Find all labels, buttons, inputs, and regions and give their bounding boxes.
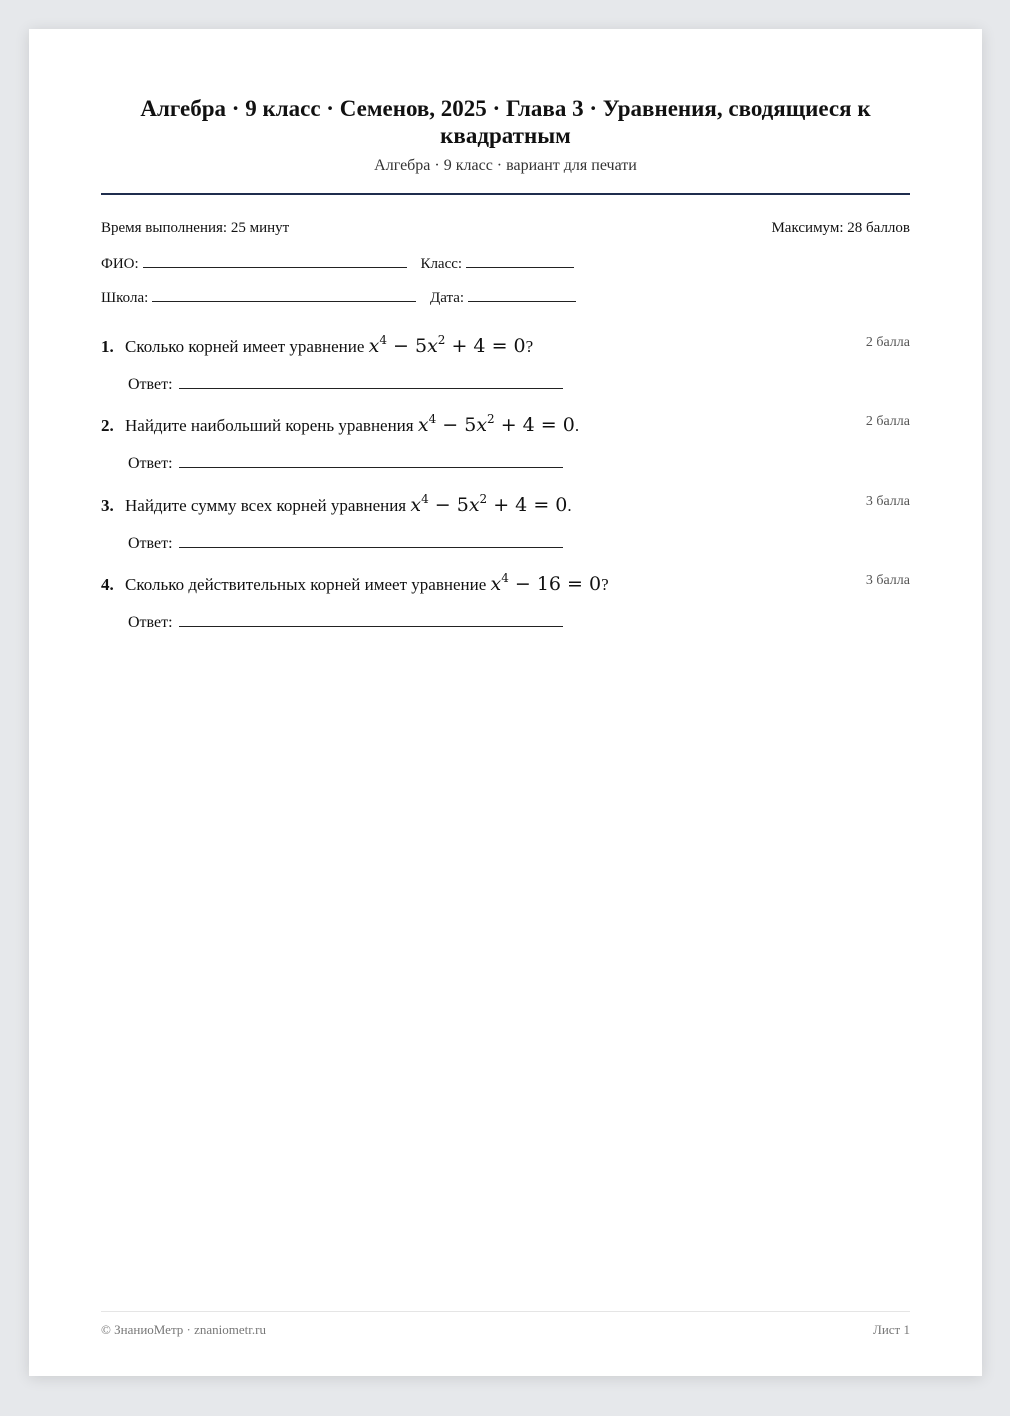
page-subtitle: Алгебра · 9 класс · вариант для печати — [374, 157, 637, 174]
question-number: 4. — [101, 575, 114, 594]
time-limit: Время выполнения: 25 минут — [101, 220, 290, 236]
answer-field[interactable] — [179, 612, 563, 627]
school-field[interactable] — [152, 287, 416, 302]
question-number: 2. — [101, 416, 114, 435]
page-number: Лист 1 — [873, 1322, 910, 1337]
question-text: Сколько действительных корней имеет уравнение — [125, 575, 487, 594]
question-points: 3 балла — [865, 573, 910, 588]
date-field[interactable] — [468, 287, 576, 302]
meta-row-time — [101, 220, 910, 237]
question-text: Найдите наибольший корень уравнения — [125, 416, 414, 435]
max-score: Максимум: 28 баллов — [771, 220, 910, 236]
question-tail: . — [574, 416, 580, 435]
answer-label: Ответ: — [128, 376, 173, 393]
question-4 — [101, 573, 910, 595]
page-footer — [101, 1322, 910, 1338]
equation: $x^4 - 16 = 0$ — [490, 571, 602, 595]
question-1 — [101, 335, 910, 357]
answer-row-1 — [128, 374, 563, 394]
class-field[interactable] — [466, 253, 574, 268]
answer-row-4 — [128, 612, 563, 632]
answer-field[interactable] — [179, 374, 563, 389]
answer-label: Ответ: — [128, 535, 173, 552]
class-label: Класс: — [420, 256, 463, 272]
answer-label: Ответ: — [128, 455, 173, 472]
header-divider — [101, 193, 910, 195]
school-label: Школа: — [101, 290, 149, 306]
question-tail: . — [567, 496, 572, 515]
equation: $x^4 - 5x^2 + 4 = 0$ — [417, 412, 575, 436]
question-number: 3. — [101, 496, 114, 515]
question-2 — [101, 414, 910, 436]
question-tail: ? — [525, 337, 534, 356]
question-text: Найдите сумму всех корней уравнения — [125, 496, 407, 515]
answer-field[interactable] — [179, 453, 563, 468]
meta-row-school — [101, 287, 910, 307]
footer-divider — [101, 1311, 910, 1312]
question-tail: ? — [601, 575, 609, 594]
answer-row-2 — [128, 453, 563, 473]
worksheet-page — [29, 29, 982, 1376]
answer-field[interactable] — [179, 533, 563, 548]
equation: $x^4 - 5x^2 + 4 = 0$ — [368, 333, 526, 357]
question-number: 1. — [101, 337, 114, 356]
meta-row-name — [101, 253, 910, 273]
answer-row-3 — [128, 533, 563, 553]
question-3 — [101, 494, 910, 516]
question-points: 3 балла — [865, 494, 910, 509]
footer-copyright: © ЗнаниоМетр · znaniometr.ru — [101, 1322, 266, 1337]
question-text: Сколько корней имеет уравнение — [125, 337, 365, 356]
name-label: ФИО: — [101, 256, 139, 272]
equation: $x^4 - 5x^2 + 4 = 0$ — [410, 492, 568, 516]
question-points: 2 балла — [865, 335, 910, 350]
answer-label: Ответ: — [128, 614, 173, 631]
question-points: 2 балла — [865, 414, 910, 429]
name-field[interactable] — [143, 253, 407, 268]
page-title: Алгебра · 9 класс · Семенов, 2025 · Глава 3 · Уравнения, сводящиеся к квадратным — [140, 96, 871, 148]
date-label: Дата: — [430, 290, 465, 306]
